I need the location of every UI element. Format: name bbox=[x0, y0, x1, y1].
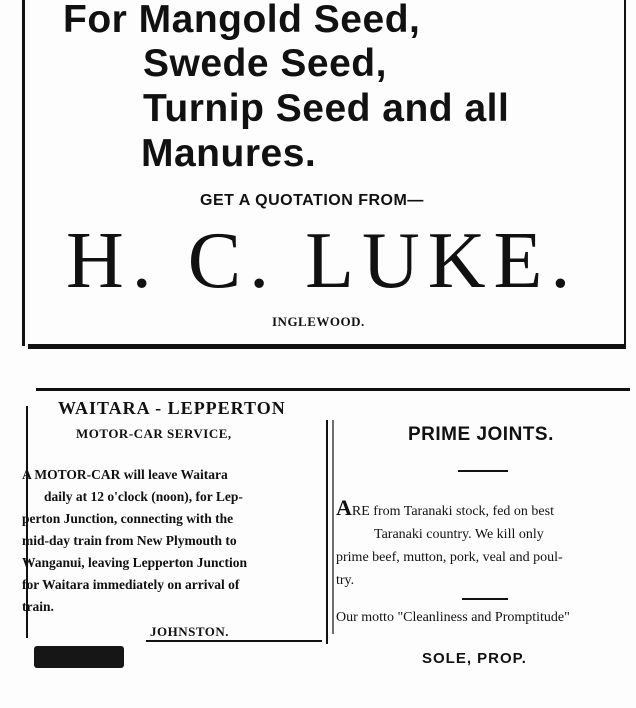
merchant-town: INGLEWOOD. bbox=[272, 314, 365, 329]
service-line-6: for Waitara immediately on arrival of bbox=[22, 577, 240, 592]
butcher-line-2: Taranaki country. We kill only bbox=[374, 527, 544, 542]
service-line-3: perton Junction, connecting with the bbox=[22, 511, 234, 526]
service-subtitle: MOTOR-CAR SERVICE, bbox=[76, 426, 232, 441]
column-divider bbox=[326, 420, 328, 644]
service-signature: JOHNSTON. bbox=[150, 624, 230, 639]
service-body bbox=[22, 464, 324, 618]
advert-line-3: Turnip Seed and all bbox=[143, 87, 510, 130]
drop-cap: A bbox=[336, 495, 352, 520]
signature-rule bbox=[146, 640, 322, 642]
ink-smudge bbox=[34, 646, 124, 668]
column-divider-inner bbox=[332, 420, 334, 634]
advert-line-1: For Mangold Seed, bbox=[63, 0, 421, 41]
butcher-line-1 bbox=[336, 496, 632, 523]
service-line-5: Wanganui, leaving Lepperton Junction bbox=[22, 555, 248, 570]
butcher-signature: SOLE, PROP. bbox=[422, 650, 527, 667]
butcher-line-1-text: RE from Taranaki stock, fed on best bbox=[351, 504, 554, 519]
quotation-line: GET A QUOTATION FROM— bbox=[200, 192, 424, 209]
advert-line-2: Swede Seed, bbox=[143, 42, 387, 85]
service-line-2: daily at 12 o'clock (noon), for Lep- bbox=[44, 489, 243, 504]
advert-line-4: Manures. bbox=[141, 132, 317, 175]
service-title: WAITARA - LEPPERTON bbox=[58, 398, 286, 418]
butcher-rule-mid bbox=[462, 598, 508, 600]
section-rule bbox=[36, 388, 630, 391]
butcher-motto: Our motto "Cleanliness and Promptitude" bbox=[336, 610, 570, 625]
butcher-rule-top bbox=[458, 470, 508, 472]
service-line-7: train. bbox=[22, 599, 54, 614]
bottom-rule bbox=[28, 344, 626, 349]
butcher-line-3: prime beef, mutton, pork, veal and poul- bbox=[336, 550, 563, 565]
butcher-line-4: try. bbox=[336, 573, 355, 588]
merchant-name: H. C. LUKE. bbox=[66, 217, 579, 305]
service-line-1: A MOTOR-CAR will leave Waitara bbox=[22, 467, 228, 482]
butcher-body bbox=[336, 496, 632, 592]
service-line-4: mid-day train from New Plymouth to bbox=[22, 533, 237, 548]
butcher-title: PRIME JOINTS. bbox=[408, 424, 554, 445]
